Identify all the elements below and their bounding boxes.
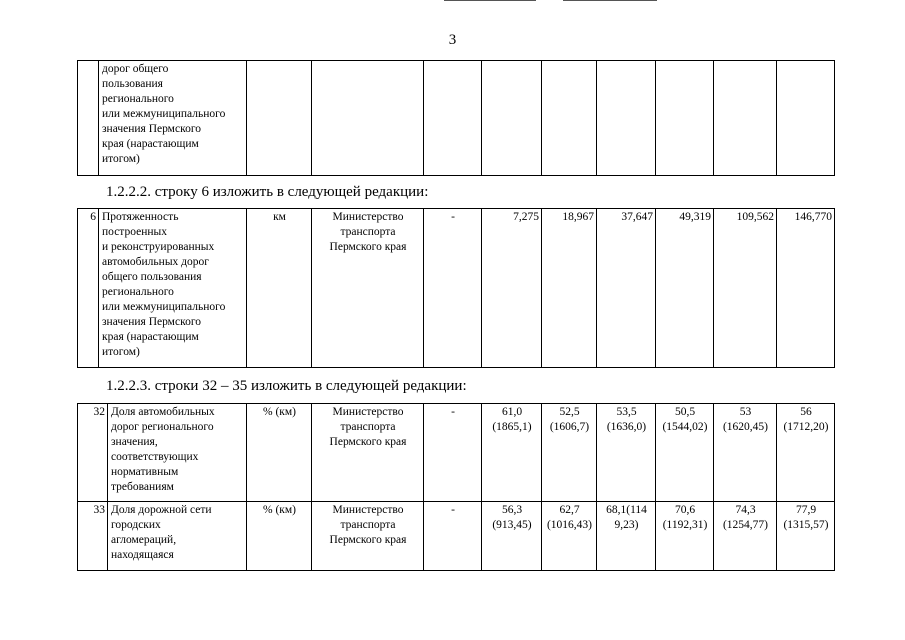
cell-value: 146,770 <box>777 209 835 368</box>
table-rows-32-35 <box>77 403 835 571</box>
cell-unit: км <box>247 209 312 368</box>
cell-base: - <box>424 404 482 502</box>
cell-unit: % (км) <box>247 404 312 502</box>
cell-name: Протяженность построенных и реконструированных автомобильных дорог общего пользования регионального или межмуниципального значения Пермского края (нарастающим итогом) <box>99 209 247 368</box>
cell-value: 49,319 <box>656 209 714 368</box>
cell-owner: Министерство транспорта Пермского края <box>312 502 424 571</box>
cell-value: 18,967 <box>542 209 597 368</box>
cell-num <box>78 61 99 176</box>
cell-value: 62,7 (1016,43) <box>542 502 597 571</box>
cell-empty <box>597 61 656 176</box>
table-row <box>78 404 835 502</box>
paragraph-2: 1.2.2.3. строки 32 – 35 изложить в следующей редакции: <box>106 378 467 394</box>
cell-unit: % (км) <box>247 502 312 571</box>
cell-owner: Министерство транспорта Пермского края <box>312 404 424 502</box>
cell-empty <box>714 61 777 176</box>
cell-value: 56,3 (913,45) <box>482 502 542 571</box>
cell-value: 53 (1620,45) <box>714 404 777 502</box>
table-continuation <box>77 60 835 176</box>
cell-value: 68,1(114 9,23) <box>597 502 656 571</box>
cell-empty <box>424 61 482 176</box>
cell-empty <box>482 61 542 176</box>
top-rule-left <box>444 0 536 1</box>
table-row6 <box>77 208 835 368</box>
cell-name: Доля дорожной сети городских агломераций, находящаяся <box>108 502 247 571</box>
top-rule-right <box>563 0 657 1</box>
cell-value: 56 (1712,20) <box>777 404 835 502</box>
cell-value: 74,3 (1254,77) <box>714 502 777 571</box>
cell-empty <box>312 61 424 176</box>
paragraph-1: 1.2.2.2. строку 6 изложить в следующей редакции: <box>106 184 429 200</box>
table-row <box>78 502 835 571</box>
cell-base: - <box>424 209 482 368</box>
cell-value: 37,647 <box>597 209 656 368</box>
table-row <box>78 61 835 176</box>
cell-base: - <box>424 502 482 571</box>
cell-value: 52,5 (1606,7) <box>542 404 597 502</box>
cell-value: 53,5 (1636,0) <box>597 404 656 502</box>
cell-num: 32 <box>78 404 108 502</box>
cell-value: 61,0 (1865,1) <box>482 404 542 502</box>
cell-num: 6 <box>78 209 99 368</box>
cell-value: 50,5 (1544,02) <box>656 404 714 502</box>
cell-value: 109,562 <box>714 209 777 368</box>
page-number: 3 <box>448 32 457 48</box>
cell-value: 77,9 (1315,57) <box>777 502 835 571</box>
cell-empty <box>542 61 597 176</box>
cell-name: Доля автомобильных дорог регионального значения, соответствующих нормативным требованиям <box>108 404 247 502</box>
table-row <box>78 209 835 368</box>
cell-empty <box>656 61 714 176</box>
cell-value: 70,6 (1192,31) <box>656 502 714 571</box>
cell-empty <box>247 61 312 176</box>
cell-value: 7,275 <box>482 209 542 368</box>
cell-empty <box>777 61 835 176</box>
cell-owner: Министерство транспорта Пермского края <box>312 209 424 368</box>
cell-name: дорог общего пользования регионального или межмуниципального значения Пермского края (нарастающим итогом) <box>99 61 247 176</box>
cell-num: 33 <box>78 502 108 571</box>
